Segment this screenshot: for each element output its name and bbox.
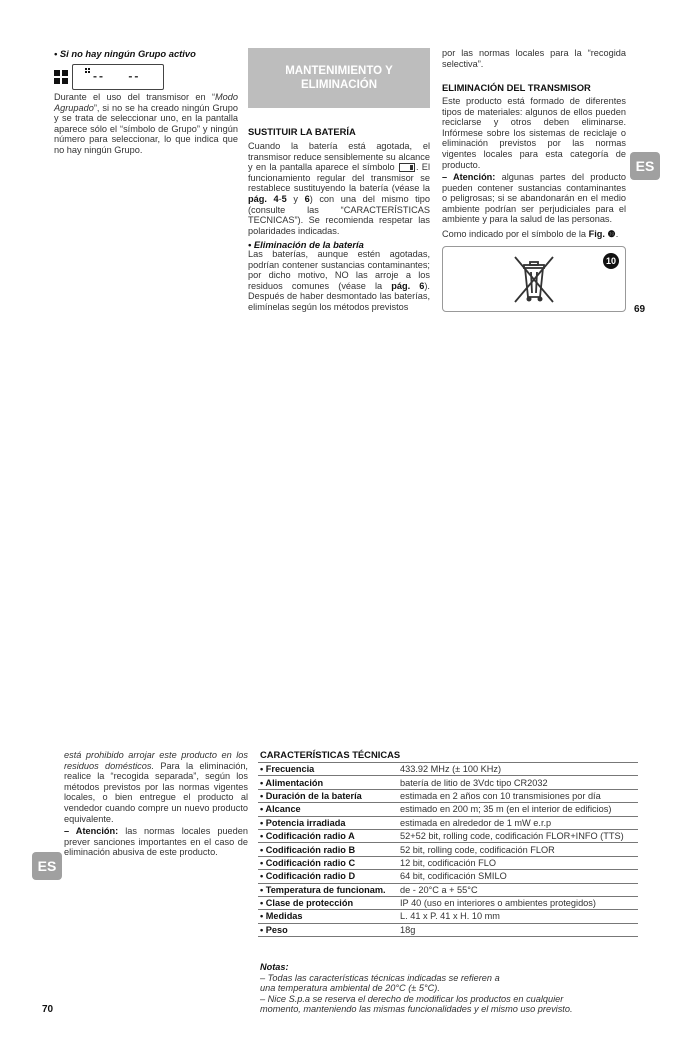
spec-value: L. 41 x P. 41 x H. 10 mm [398, 910, 638, 923]
page-number-69: 69 [634, 304, 646, 315]
spec-value: estimada en alrededor de 1 mW e.r.p [398, 816, 638, 829]
note-line: una temperatura ambiental de 20°C (± 5°C). [260, 983, 440, 994]
battery-disposal-heading: • Eliminación de la batería [248, 239, 364, 250]
spec-key: • Medidas [258, 910, 398, 923]
spec-value: 52 bit, rolling code, codificación FLOR [398, 843, 638, 856]
spec-row [258, 829, 638, 842]
spec-row [258, 843, 638, 856]
spec-row [258, 896, 638, 909]
spec-row [258, 923, 638, 936]
lcd-display [72, 64, 164, 90]
spec-row [258, 816, 638, 829]
no-group-heading: • Si no hay ningún Grupo activo [54, 48, 196, 59]
transmitter-disposal-p3: Como indicado por el símbolo de la Fig. ❿. [442, 229, 619, 239]
specs-title: CARACTERÍSTICAS TÉCNICAS [260, 749, 401, 760]
spec-value: estimada en 2 años con 10 transmisiones por día [398, 789, 638, 802]
figure-number-badge: 10 [603, 253, 619, 269]
no-group-paragraph: Durante el uso del transmisor en “Modo Agrupado”, si no se ha creado ningún Grupo y se trata de seleccionar uno, en la pantalla aparece sólo el “símbolo de Grupo” y ningún número para seleccionar, lo que indica que no hay ningún Grupo. [54, 92, 238, 155]
spec-key: • Codificación radio C [258, 856, 398, 869]
page-70 [0, 532, 690, 1064]
note-line: – Todas las características técnicas indicadas se refieren a [260, 972, 500, 983]
col1-heading [54, 48, 238, 59]
spec-row [258, 870, 638, 883]
language-tab-es-70: ES [32, 852, 62, 880]
spec-key: • Codificación radio D [258, 870, 398, 883]
spec-key: • Duración de la batería [258, 789, 398, 802]
spec-key: • Codificación radio B [258, 843, 398, 856]
transmitter-disposal-p2: – Atención: algunas partes del producto pueden contener sustancias contaminantes o peligrosas; si se abandonarán en el medio ambiente podrían ser perjudiciales para el ambiente y para la salud de las personas. [442, 172, 626, 225]
spec-value: 12 bit, codificación FLO [398, 856, 638, 869]
spec-key: • Temperatura de funcionam. [258, 883, 398, 896]
spec-value: de - 20°C a + 55°C [398, 883, 638, 896]
lcd-text: -- -- [93, 69, 141, 83]
page-number-70: 70 [42, 1004, 54, 1015]
battery-low-icon [399, 163, 415, 172]
figure-10-box [442, 246, 626, 312]
spec-value: 52+52 bit, rolling code, codificación FLOR+INFO (TTS) [398, 829, 638, 842]
spec-value: batería de litio de 3Vdc tipo CR2032 [398, 776, 638, 789]
crossed-bin-icon [509, 252, 559, 308]
spec-key: • Peso [258, 923, 398, 936]
transmitter-disposal-p1: Este producto está formado de diferentes tipos de materiales: algunos de ellos pueden reciclarse y otros deben eliminarse. Infórmese sobre los sistemas de reciclaje o eliminación previstos por las normas vigentes locales para esta categoría de producto. [442, 96, 626, 170]
battery-disposal-paragraph: Las baterías, aunque estén agotadas, podrían contener sustancias contaminantes; por dicho motivo, NO las arroje a los residuos comunes (véase la pág. 6). Después de haber desmontado las baterías, elimínelas según los métodos previstos [248, 249, 430, 312]
spec-row [258, 803, 638, 816]
note-line: – Nice S.p.a se reserva el derecho de modificar los productos en cualquier [260, 993, 564, 1004]
spec-row [258, 883, 638, 896]
note-line: momento, manteniendo las mismas funcionalidades y el mismo uso previsto. [260, 1004, 573, 1015]
spec-value: 433.92 MHz (± 100 KHz) [398, 763, 638, 776]
battery-paragraph: Cuando la batería está agotada, el transmisor reduce sensiblemente su alcance y en la pantalla aparece el símbolo . El funcionamiento regular del transmisor se restablece sustituyendo la batería (véase la pág. 4-5 y 6) con una del mismo tipo (consulte las “CARACTERÍSTICAS TECNICAS”). Se recomienda respetar las polaridades indicadas. [248, 141, 430, 236]
group-symbol-icon [54, 70, 68, 84]
spec-row [258, 910, 638, 923]
spec-key: • Codificación radio A [258, 829, 398, 842]
spec-row [258, 789, 638, 802]
specs-table [258, 762, 638, 937]
spec-key: • Alcance [258, 803, 398, 816]
spec-value: IP 40 (uso en interiores o ambientes protegidos) [398, 896, 638, 909]
spec-value: 18g [398, 923, 638, 936]
spec-key: • Alimentación [258, 776, 398, 789]
transmitter-disposal-heading: ELIMINACIÓN DEL TRANSMISOR [442, 82, 591, 93]
spec-key: • Frecuencia [258, 763, 398, 776]
spec-row [258, 763, 638, 776]
lcd-group-icon [85, 68, 90, 73]
battery-heading: SUSTITUIR LA BATERÍA [248, 126, 356, 137]
spec-key: • Clase de protección [258, 896, 398, 909]
notes [260, 962, 640, 1015]
spec-value: 64 bit, codificación SMILO [398, 870, 638, 883]
col3-continuation: por las normas locales para la “recogida selectiva”. [442, 48, 626, 69]
spec-value: estimado en 200 m; 35 m (en el interior de edificios) [398, 803, 638, 816]
spec-row [258, 776, 638, 789]
section-title-mantenimiento: MANTENIMIENTO Y ELIMINACIÓN [248, 48, 430, 108]
notes-title: Notas: [260, 962, 289, 972]
disposal-warning-paragraph: – Atención: las normas locales pueden prever sanciones importantes en el caso de eliminación abusiva de este producto. [64, 826, 248, 858]
spec-key: • Potencia irradiada [258, 816, 398, 829]
spec-row [258, 856, 638, 869]
language-tab-es: ES [630, 152, 660, 180]
disposal-continuation-paragraph: está prohibido arrojar este producto en los residuos domésticos. Para la eliminación, realice la “recogida separada”, según los métodos previstos por las normas vigentes locales, o bien entregue el producto al vendedor cuando compre un nuevo producto equivalente. [64, 750, 248, 824]
